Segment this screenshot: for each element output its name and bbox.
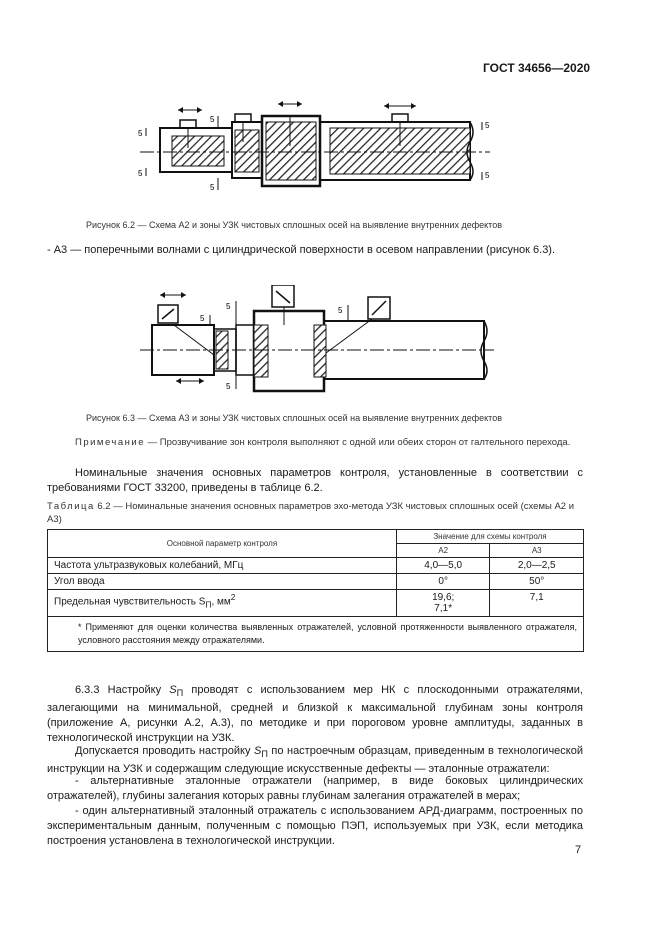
dim-label-63-c: 5: [226, 382, 231, 391]
table-label: Таблица: [47, 501, 95, 512]
document-header: ГОСТ 34656—2020: [483, 61, 591, 75]
sens-a2-line1: 19,6;: [432, 592, 455, 603]
table-cell-param: [48, 590, 397, 617]
table-row: [48, 558, 584, 574]
s-symbol-sub: П: [261, 749, 268, 760]
table-caption-text: 6.2 — Номинальные значения основных параметров эхо-метода УЗК чистовых сплошных осей (схемы А2 и А3): [47, 501, 575, 525]
figure-6-2-caption: Рисунок 6.2 — Схема А2 и зоны УЗК чистовых сплошных осей на выявление внутренних дефектов: [86, 220, 502, 230]
note-body: — Прозвучивание зон контроля выполняют с одной или обеих сторон от галтельного перехода.: [145, 437, 571, 448]
figure-6-3-caption: Рисунок 6.3 — Схема А3 и зоны УЗК чистовых сплошных осей на выявление внутренних дефектов: [86, 413, 502, 423]
table-cell-a3: 7,1: [490, 590, 584, 617]
sens-param-text: Предельная чувствительность S: [54, 596, 206, 608]
table-cell-a2: 0°: [396, 574, 490, 590]
p633-pre: 6.3.3 Настройку: [75, 684, 170, 696]
nominal-paragraph: Номинальные значения основных параметров контроля, установленные в соответствии с требованиями ГОСТ 33200, приведены в таблице 6.2.: [47, 467, 583, 494]
table-header-param: Основной параметр контроля: [48, 530, 397, 558]
table-row: [48, 574, 584, 590]
allowed-post: по настроечным образцам, приведенным в технологической инструкции на УЗК и содержащим следующие искусственные дефекты — эталонные отражатели:: [47, 745, 583, 776]
dim-label-right-bottom: 5: [485, 171, 490, 180]
parameters-table: [47, 529, 584, 652]
table-cell-a2: 4,0—5,0: [396, 558, 490, 574]
table-cell-param: Угол ввода: [48, 574, 397, 590]
table-cell-param: Частота ультразвуковых колебаний, МГц: [48, 558, 397, 574]
dim-label-mid-bottom: 5: [210, 183, 215, 192]
s-symbol: S: [253, 745, 262, 757]
dim-label-left-top: 5: [138, 129, 143, 138]
sens-param-unit: , мм: [211, 596, 231, 608]
note-label: Примечание: [75, 437, 145, 448]
table-footnote: * Применяют для оценки количества выявленных отражателей, условной протяженности выявленного отражателя, условного расстояния между отражателями.: [48, 617, 584, 652]
paragraph-6-3-3: [47, 683, 583, 746]
bullet-ard-diagram: - один альтернативный эталонный отражатель с использованием АРД-диаграмм, построенных по экспериментальным данным, полученным с помощью ПЭП, используемых при УЗК, если методика построения установлена в технологической инструкции.: [47, 805, 583, 847]
sens-param-sub: П: [205, 599, 212, 610]
table-header-group: Значение для схемы контроля: [396, 530, 583, 544]
table-cell-a3: 2,0—2,5: [490, 558, 584, 574]
table-header-a3: А3: [490, 544, 584, 558]
sens-param-sup: 2: [230, 592, 236, 602]
table-row: [48, 590, 584, 617]
allowed-paragraph: [47, 744, 583, 777]
figure-6-2-diagram: [130, 98, 500, 206]
page-number: 7: [575, 844, 582, 856]
dim-label-63-d: 5: [338, 306, 343, 315]
a3-item-paragraph: - А3 — поперечными волнами с цилиндрической поверхности в осевом направлении (рисунок 6.3).: [47, 244, 556, 256]
dim-label-right-top: 5: [485, 121, 490, 130]
dim-label-63-b: 5: [226, 302, 231, 311]
allowed-pre: Допускается проводить настройку: [75, 745, 254, 757]
dim-label-63-a: 5: [200, 314, 205, 323]
bullet-alternative-reflectors: - альтернативные эталонные отражатели (например, в виде боковых цилиндрических отражателей), глубины залегания которых равны глубинам залегания отражателей в мерах;: [47, 775, 583, 802]
s-symbol: S: [169, 684, 177, 696]
table-caption: [47, 500, 583, 526]
dim-label-mid-top: 5: [210, 115, 215, 124]
dim-label-left-bottom: 5: [138, 169, 143, 178]
p633-post: проводят с использованием мер НК с плоскодонными отражателями, залегающими на минимальной, средней и близкой к максимальной глубинам зоны контроля (приложение А, рисунки А.2, А.3), по методике и при пороговом уровне амплитуды, заданных в технологической инструкции на УЗК.: [47, 684, 583, 745]
s-symbol-sub: П: [176, 688, 184, 699]
table-cell-a2: [396, 590, 490, 617]
figure-6-3-diagram: [140, 285, 495, 403]
table-cell-a3: 50°: [490, 574, 584, 590]
sens-a2-line2: 7,1*: [434, 603, 453, 614]
note-paragraph: [47, 436, 583, 450]
table-header-a2: А2: [396, 544, 490, 558]
